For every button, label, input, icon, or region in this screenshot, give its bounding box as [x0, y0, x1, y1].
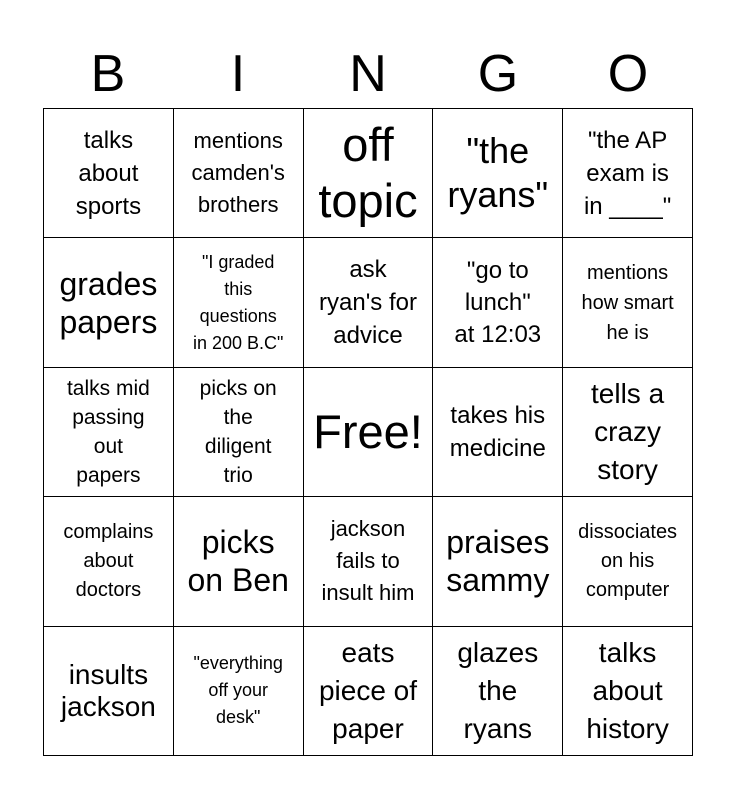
bingo-cell[interactable]: [174, 497, 304, 626]
bingo-cell-text: mentions camden's brothers: [191, 128, 285, 218]
bingo-cell[interactable]: [563, 627, 693, 756]
bingo-cell-text: ask ryan's for advice: [319, 256, 417, 350]
bingo-cell[interactable]: [174, 627, 304, 756]
free-space-cell[interactable]: [304, 368, 434, 497]
bingo-cell[interactable]: [44, 238, 174, 367]
bingo-cell-text: complains about doctors: [63, 520, 154, 601]
bingo-header: [43, 40, 693, 108]
bingo-cell[interactable]: [44, 368, 174, 497]
bingo-cell[interactable]: [174, 109, 304, 238]
bingo-cell[interactable]: [44, 497, 174, 626]
bingo-card-grid: [43, 108, 693, 756]
bingo-cell-text: talks about sports: [75, 126, 142, 220]
bingo-cell-text: mentions how smart he is: [581, 261, 674, 344]
bingo-cell-text: glazes the ryans: [457, 636, 539, 744]
bingo-cell[interactable]: [304, 109, 434, 238]
header-letter-g: G: [477, 45, 519, 103]
header-letter-i: I: [230, 45, 246, 103]
bingo-cell-text: "everything off your desk": [193, 653, 283, 728]
bingo-cell[interactable]: [433, 627, 563, 756]
bingo-cell[interactable]: [563, 109, 693, 238]
bingo-cell[interactable]: [563, 238, 693, 367]
bingo-cell-text: eats piece of paper: [318, 636, 418, 744]
bingo-cell-text: dissociates on his computer: [578, 520, 678, 601]
bingo-cell[interactable]: [304, 497, 434, 626]
bingo-cell[interactable]: [304, 238, 434, 367]
bingo-cell-text: picks on Ben: [187, 524, 289, 599]
header-letter-n: N: [349, 45, 387, 103]
bingo-cell-text: talks mid passing out papers: [66, 376, 150, 487]
header-letter-b: B: [90, 45, 126, 103]
bingo-cell-text: Free!: [313, 404, 423, 458]
bingo-cell[interactable]: [433, 368, 563, 497]
bingo-cell-text: takes his medicine: [449, 401, 546, 462]
bingo-cell-text: talks about history: [586, 636, 669, 744]
bingo-cell-text: "the ryans": [447, 130, 549, 216]
bingo-cell-text: praises sammy: [446, 524, 550, 599]
bingo-cell[interactable]: [433, 109, 563, 238]
bingo-cell-text: insults jackson: [60, 658, 156, 722]
bingo-cell-text: grades papers: [59, 265, 158, 340]
bingo-cell[interactable]: [304, 627, 434, 756]
bingo-cell-text: picks on the diligent trio: [199, 376, 277, 487]
bingo-cell[interactable]: [563, 368, 693, 497]
bingo-cell-text: "go to lunch" at 12:03: [454, 256, 542, 348]
bingo-cell[interactable]: [174, 238, 304, 367]
bingo-cell[interactable]: [433, 497, 563, 626]
header-letter-o: O: [607, 45, 649, 103]
bingo-cell[interactable]: [44, 627, 174, 756]
bingo-cell-text: tells a crazy story: [591, 377, 665, 485]
bingo-cell[interactable]: [44, 109, 174, 238]
bingo-cell[interactable]: [174, 368, 304, 497]
bingo-cell-text: "I graded this questions in 200 B.C": [192, 251, 284, 353]
bingo-cell-text: jackson fails to insult him: [321, 516, 415, 606]
bingo-cell[interactable]: [563, 497, 693, 626]
bingo-cell-text: off topic: [318, 118, 418, 228]
bingo-cell[interactable]: [433, 238, 563, 367]
bingo-cell-text: "the AP exam is in ____": [583, 126, 672, 220]
